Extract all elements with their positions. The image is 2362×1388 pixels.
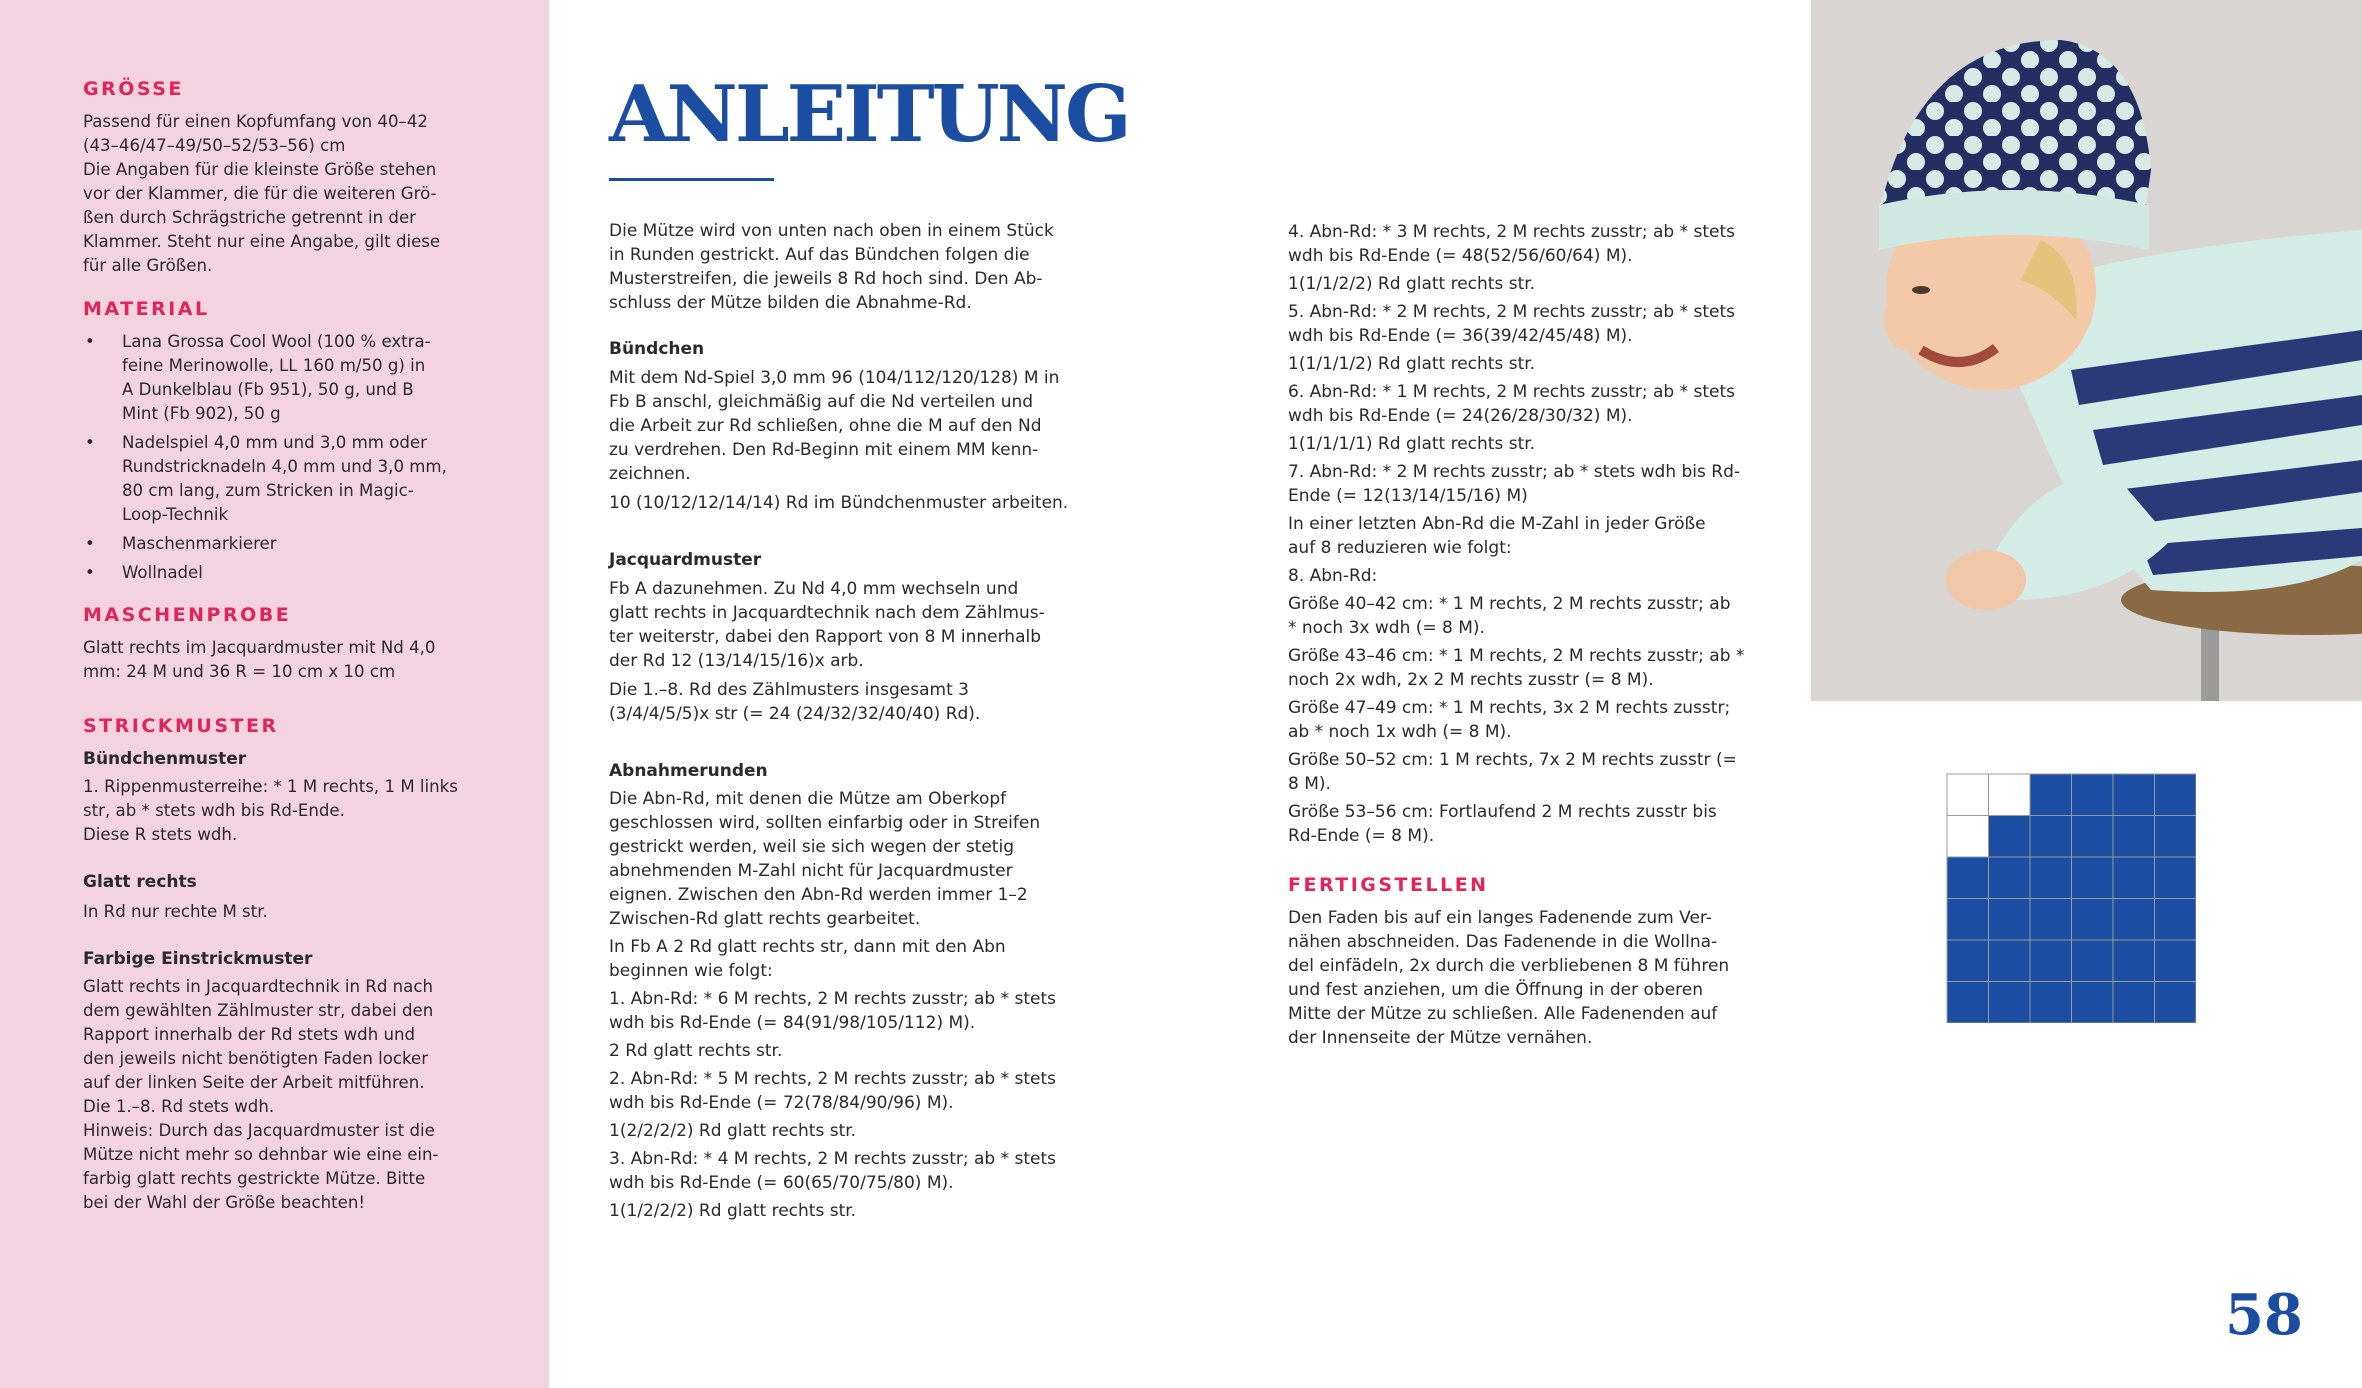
chart-cell xyxy=(1989,774,2031,816)
abnahme-round-7: 7. Abn-Rd: * 2 M rechts zusstr; ab * stets wdh bis Rd- Ende (= 12(13/14/15/16) M) xyxy=(1288,462,1741,506)
abnahme-plain-6: 1(1/1/1/1) Rd glatt rechts str. xyxy=(1288,434,1536,454)
chart-cell xyxy=(2072,857,2114,899)
material-item: • Wollnadel xyxy=(83,561,475,585)
material-item: • Maschenmarkierer xyxy=(83,532,475,556)
chart-cell xyxy=(2030,940,2072,982)
chart-cell xyxy=(1989,857,2031,899)
abnahme-round-3: 3. Abn-Rd: * 4 M rechts, 2 M rechts zusstr; ab * stets wdh bis Rd-Ende (= 60(65/70/75/80) M). xyxy=(609,1149,1057,1193)
abnahme-round-4: 4. Abn-Rd: * 3 M rechts, 2 M rechts zusstr; ab * stets wdh bis Rd-Ende (= 48(52/56/60/64) M). xyxy=(1288,222,1736,266)
buendchen-text: Mit dem Nd-Spiel 3,0 mm 96 (104/112/120/128) M in Fb B anschl, gleichmäßig auf die Nd verteilen und die Arbeit zur Rd schließen, ohne die M auf den Nd zu verdrehen. Den Rd-Beginn mit einem MM kenn- zeichnen. xyxy=(609,368,1060,484)
abnahme-plain-3: 1(1/2/2/2) Rd glatt rechts str. xyxy=(609,1201,857,1221)
maschenprobe-heading: MASCHENPROBE xyxy=(83,604,292,626)
abnahme-final-note: In einer letzten Abn-Rd die M-Zahl in jeder Größe auf 8 reduzieren wie folgt: xyxy=(1288,514,1706,558)
abnahme-round-8: 8. Abn-Rd: xyxy=(1288,566,1378,586)
strickmuster-heading: STRICKMUSTER xyxy=(83,715,279,737)
chart-cell xyxy=(2072,816,2114,858)
chart-grid xyxy=(1946,773,2196,1023)
chart-cell xyxy=(1989,940,2031,982)
chart-cell xyxy=(2155,816,2197,858)
material-heading: MATERIAL xyxy=(83,298,210,320)
info-sidebar xyxy=(0,0,549,1388)
chart-cell xyxy=(2030,816,2072,858)
chart-cell xyxy=(2072,774,2114,816)
photo-illustration xyxy=(1811,0,2362,701)
chart-cell xyxy=(2155,899,2197,941)
abnahme-intro: Die Abn-Rd, mit denen die Mütze am Oberkopf geschlossen wird, sollten einfarbig oder in Streifen gestrickt werden, weil sie sich wegen der stetig abnehmenden M-Zahl nicht für Jacquardmuster eignen. Zwischen den Abn-Rd werden immer 1–2 Zwischen-Rd glatt rechts gearbeitet. xyxy=(609,789,1041,929)
chart-cell xyxy=(2155,774,2197,816)
size-43-46: Größe 43–46 cm: * 1 M rechts, 2 M rechts zusstr; ab * noch 2x wdh, 2x 2 M rechts zusstr (= 8 M). xyxy=(1288,646,1745,690)
chart-cell xyxy=(2113,982,2155,1024)
main-column xyxy=(609,60,1129,1223)
buendchenmuster-title: Bündchenmuster xyxy=(83,749,247,769)
material-item: • Nadelspiel 4,0 mm und 3,0 mm oder Rundstricknadeln 4,0 mm und 3,0 mm, 80 cm lang, zum Stricken in Magic- Loop-Technik xyxy=(85,433,447,524)
chart-cell xyxy=(2072,982,2114,1024)
right-column xyxy=(1288,220,1758,1050)
title-rule xyxy=(609,178,774,181)
abnahme-round-6: 6. Abn-Rd: * 1 M rechts, 2 M rechts zusstr; ab * stets wdh bis Rd-Ende (= 24(26/28/30/32) M). xyxy=(1288,382,1736,426)
maschenprobe-text: Glatt rechts im Jacquardmuster mit Nd 4,0 mm: 24 M und 36 R = 10 cm x 10 cm xyxy=(83,638,436,681)
bullet-icon: • xyxy=(85,433,95,452)
bullet-icon: • xyxy=(85,332,95,351)
farbige-einstrickmuster-text: Glatt rechts in Jacquardtechnik in Rd nach dem gewählten Zählmuster str, dabei den Rapport innerhalb der Rd stets wdh und den jeweils nicht benötigten Faden locker auf der linken Seite der Arbeit mitführen. Die 1.–8. Rd stets wdh. Hinweis: Durch das Jacquardmuster ist die Mütze nicht mehr so dehnbar wie eine ein- farbig glatt rechts gestrickte Mütze. Bitte bei der Wahl der Größe beachten! xyxy=(83,977,439,1212)
chart-cell xyxy=(1989,816,2031,858)
buendchen-rounds: 10 (10/12/12/14/14) Rd im Bündchenmuster arbeiten. xyxy=(609,493,1069,513)
size-53-56: Größe 53–56 cm: Fortlaufend 2 M rechts zusstr bis Rd-Ende (= 8 M). xyxy=(1288,802,1717,846)
intro-text: Die Mütze wird von unten nach oben in einem Stück in Runden gestrickt. Auf das Bündchen folgen die Musterstreifen, die jeweils 8 Rd hoch sind. Den Ab- schluss der Mütze bilden die Abnahme-Rd. xyxy=(609,221,1054,313)
chart-cell xyxy=(2155,940,2197,982)
chart-cell xyxy=(2113,940,2155,982)
chart-cell xyxy=(2113,857,2155,899)
material-list xyxy=(83,330,475,585)
size-40-42: Größe 40–42 cm: * 1 M rechts, 2 M rechts zusstr; ab * noch 3x wdh (= 8 M). xyxy=(1288,594,1731,638)
buendchen-title: Bündchen xyxy=(609,339,705,359)
chart-cell xyxy=(2030,982,2072,1024)
abnahme-start: In Fb A 2 Rd glatt rechts str, dann mit den Abn beginnen wie folgt: xyxy=(609,937,1006,981)
chart-cell xyxy=(2030,857,2072,899)
size-47-49: Größe 47–49 cm: * 1 M rechts, 3x 2 M rechts zusstr; ab * noch 1x wdh (= 8 M). xyxy=(1288,698,1731,742)
bullet-icon: • xyxy=(85,563,95,582)
chart-cell xyxy=(2030,899,2072,941)
chart-cell xyxy=(2155,857,2197,899)
knitting-chart xyxy=(1946,773,2196,1027)
jacquard-title: Jacquardmuster xyxy=(609,550,762,570)
glatt-rechts-text: In Rd nur rechte M str. xyxy=(83,902,268,921)
chart-cell xyxy=(2030,774,2072,816)
abnahme-round-1: 1. Abn-Rd: * 6 M rechts, 2 M rechts zusstr; ab * stets wdh bis Rd-Ende (= 84(91/98/105/112) M). xyxy=(609,989,1057,1033)
groesse-heading: GRÖSSE xyxy=(83,78,184,100)
chart-cell xyxy=(1947,857,1989,899)
chart-cell xyxy=(2113,774,2155,816)
material-item: • Lana Grossa Cool Wool (100 % extra- feine Merinowolle, LL 160 m/50 g) in A Dunkelblau (Fb 951), 50 g, und B Mint (Fb 902), 50 g xyxy=(85,332,431,423)
chart-cell xyxy=(1947,774,1989,816)
fertigstellen-text: Den Faden bis auf ein langes Fadenende zum Ver- nähen abschneiden. Das Fadenende in die Wollna- del einfädeln, 2x durch die verbliebenen 8 M führen und fest anziehen, um die Öffnung in der oberen Mitte der Mütze zu schließen. Alle Fadenenden auf der Innenseite der Mütze vernähen. xyxy=(1288,908,1730,1048)
chart-cell xyxy=(2072,899,2114,941)
chart-cell xyxy=(2113,899,2155,941)
abnahme-plain-1: 2 Rd glatt rechts str. xyxy=(609,1041,783,1061)
fertigstellen-heading: FERTIGSTELLEN xyxy=(1288,874,1489,896)
abnahme-plain-5: 1(1/1/1/2) Rd glatt rechts str. xyxy=(1288,354,1536,374)
abnahme-title: Abnahmerunden xyxy=(609,761,768,781)
jacquard-rounds: Die 1.–8. Rd des Zählmusters insgesamt 3 (3/4/4/5/5)x str (= 24 (24/32/32/40/40) Rd). xyxy=(609,680,981,724)
groesse-text: Passend für einen Kopfumfang von 40–42 (43–46/47–49/50–52/53–56) cm Die Angaben für die kleinste Größe stehen vor der Klammer, die für die weiteren Grö- ßen durch Schrägstriche getrennt in der Klammer. Steht nur eine Angabe, gilt diese für alle Größen. xyxy=(83,112,441,275)
page-title: ANLEITUNG xyxy=(609,69,1129,160)
jacquard-text: Fb A dazunehmen. Zu Nd 4,0 mm wechseln und glatt rechts in Jacquardtechnik nach dem Zählmus- ter weiterstr, dabei den Rapport von 8 M innerhalb der Rd 12 (13/14/15/16)x arb. xyxy=(609,579,1045,671)
chart-cell xyxy=(2155,982,2197,1024)
abnahme-plain-4: 1(1/1/2/2) Rd glatt rechts str. xyxy=(1288,274,1536,294)
bullet-icon: • xyxy=(85,534,95,553)
page-number: 58 xyxy=(2225,1282,2303,1348)
chart-cell xyxy=(2113,816,2155,858)
chart-cell xyxy=(1947,816,1989,858)
chart-cell xyxy=(1989,982,2031,1024)
abnahme-plain-2: 1(2/2/2/2) Rd glatt rechts str. xyxy=(609,1121,857,1141)
abnahme-round-2: 2. Abn-Rd: * 5 M rechts, 2 M rechts zusstr; ab * stets wdh bis Rd-Ende (= 72(78/84/90/96) M). xyxy=(609,1069,1057,1113)
chart-cell xyxy=(1989,899,2031,941)
child-with-hat-photo xyxy=(1811,0,2362,701)
farbige-einstrickmuster-title: Farbige Einstrickmuster xyxy=(83,949,313,969)
chart-cell xyxy=(2072,940,2114,982)
chart-cell xyxy=(1947,982,1989,1024)
buendchenmuster-text: 1. Rippenmusterreihe: * 1 M rechts, 1 M links str, ab * stets wdh bis Rd-Ende. Diese R stets wdh. xyxy=(83,777,458,844)
glatt-rechts-title: Glatt rechts xyxy=(83,872,197,892)
chart-cell xyxy=(1947,940,1989,982)
size-50-52: Größe 50–52 cm: 1 M rechts, 7x 2 M rechts zusstr (= 8 M). xyxy=(1288,750,1737,794)
chart-cell xyxy=(1947,899,1989,941)
sidebar-content xyxy=(83,78,475,1215)
abnahme-round-5: 5. Abn-Rd: * 2 M rechts, 2 M rechts zusstr; ab * stets wdh bis Rd-Ende (= 36(39/42/45/48) M). xyxy=(1288,302,1736,346)
